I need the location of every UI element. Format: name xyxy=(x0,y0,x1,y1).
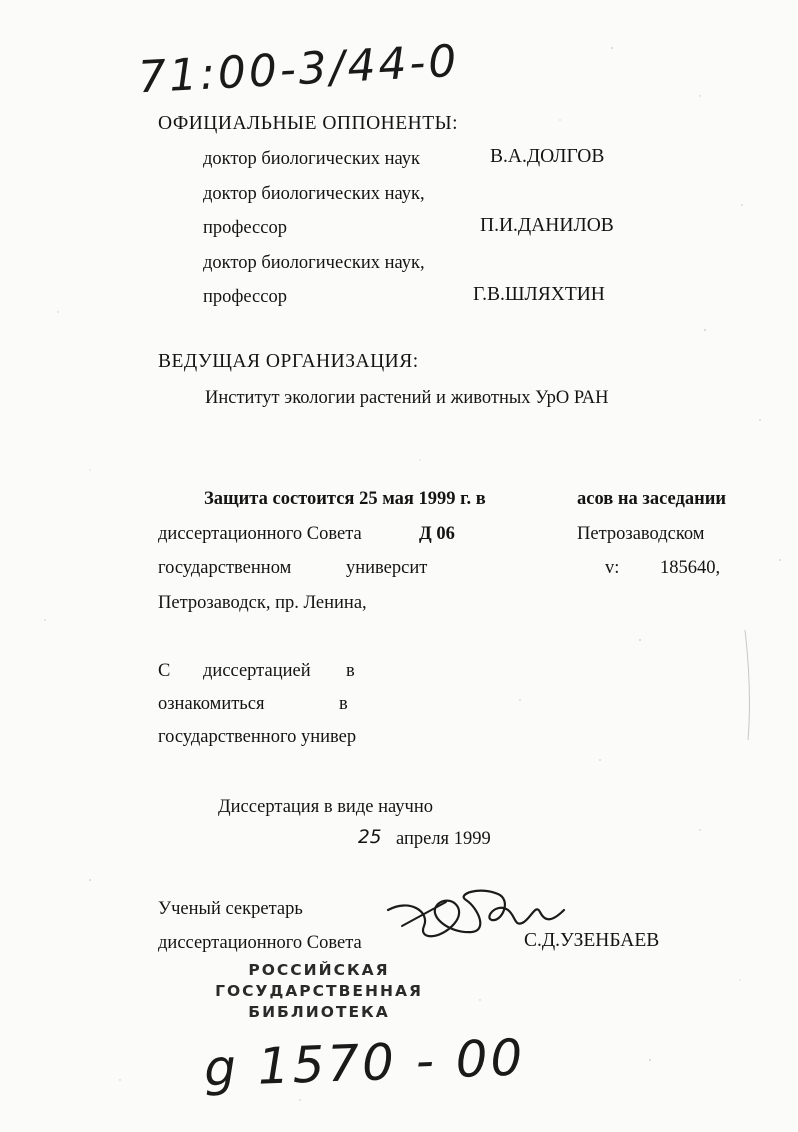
dispatch-line1: Диссертация в виде научно xyxy=(218,797,433,817)
registration-number: 71:00-3/44-0 xyxy=(136,35,461,104)
opponents-heading: ОФИЦИАЛЬНЫЕ ОППОНЕНТЫ: xyxy=(158,113,459,134)
library-line1-c: в xyxy=(346,661,355,681)
opponent-3-name: Г.В.ШЛЯХТИН xyxy=(473,284,605,305)
defense-line4: Петрозаводск, пр. Ленина, xyxy=(158,593,367,613)
library-line3: государственного универ xyxy=(158,727,357,747)
secretary-line1: Ученый секретарь xyxy=(158,899,303,919)
stamp-line3: БИБЛИОТЕКА xyxy=(248,1003,390,1021)
library-line1-b: диссертацией xyxy=(203,661,311,681)
defense-line2-b: Д 06 xyxy=(419,524,455,544)
secretary-signature xyxy=(380,882,570,952)
opponent-2-title: доктор биологических наук, xyxy=(203,184,425,204)
defense-line3-b: университ xyxy=(346,558,428,578)
handwritten-code: g 1570 - 00 xyxy=(203,1028,527,1098)
library-line1-a: С xyxy=(158,661,171,681)
defense-line3-d: 185640, xyxy=(660,558,721,578)
opponent-1-name: В.А.ДОЛГОВ xyxy=(490,146,605,167)
defense-line1-b: асов на заседании xyxy=(577,489,727,509)
secretary-name: С.Д.УЗЕНБАЕВ xyxy=(524,930,660,951)
defense-line1-a: Защита состоится 25 мая 1999 г. в xyxy=(204,489,486,509)
opponent-3-title: доктор биологических наук, xyxy=(203,253,425,273)
defense-line3-c: v: xyxy=(605,558,620,578)
defense-line2-a: диссертационного Совета xyxy=(158,524,362,544)
opponent-2-name: П.И.ДАНИЛОВ xyxy=(480,215,614,236)
opponent-2-position: профессор xyxy=(203,218,287,238)
stamp-line1: РОССИЙСКАЯ xyxy=(248,961,390,979)
library-line2-a: ознакомиться xyxy=(158,694,265,714)
stamp-line2: ГОСУДАРСТВЕННАЯ xyxy=(215,982,423,1000)
defense-line3-a: государственном xyxy=(158,558,292,578)
leading-org-name: Институт экологии растений и животных УрО РАН xyxy=(205,388,609,408)
secretary-line2: диссертационного Совета xyxy=(158,933,362,953)
library-line2-b: в xyxy=(339,694,348,714)
dispatch-date-rest: апреля 1999 xyxy=(396,829,491,849)
leading-org-heading: ВЕДУЩАЯ ОРГАНИЗАЦИЯ: xyxy=(158,351,419,372)
opponent-1-title: доктор биологических наук xyxy=(203,149,421,169)
dispatch-date-day: 25 xyxy=(358,827,382,848)
defense-line2-c: Петрозаводском xyxy=(577,524,705,544)
library-stamp xyxy=(214,960,424,1023)
opponent-3-position: профессор xyxy=(203,287,287,307)
